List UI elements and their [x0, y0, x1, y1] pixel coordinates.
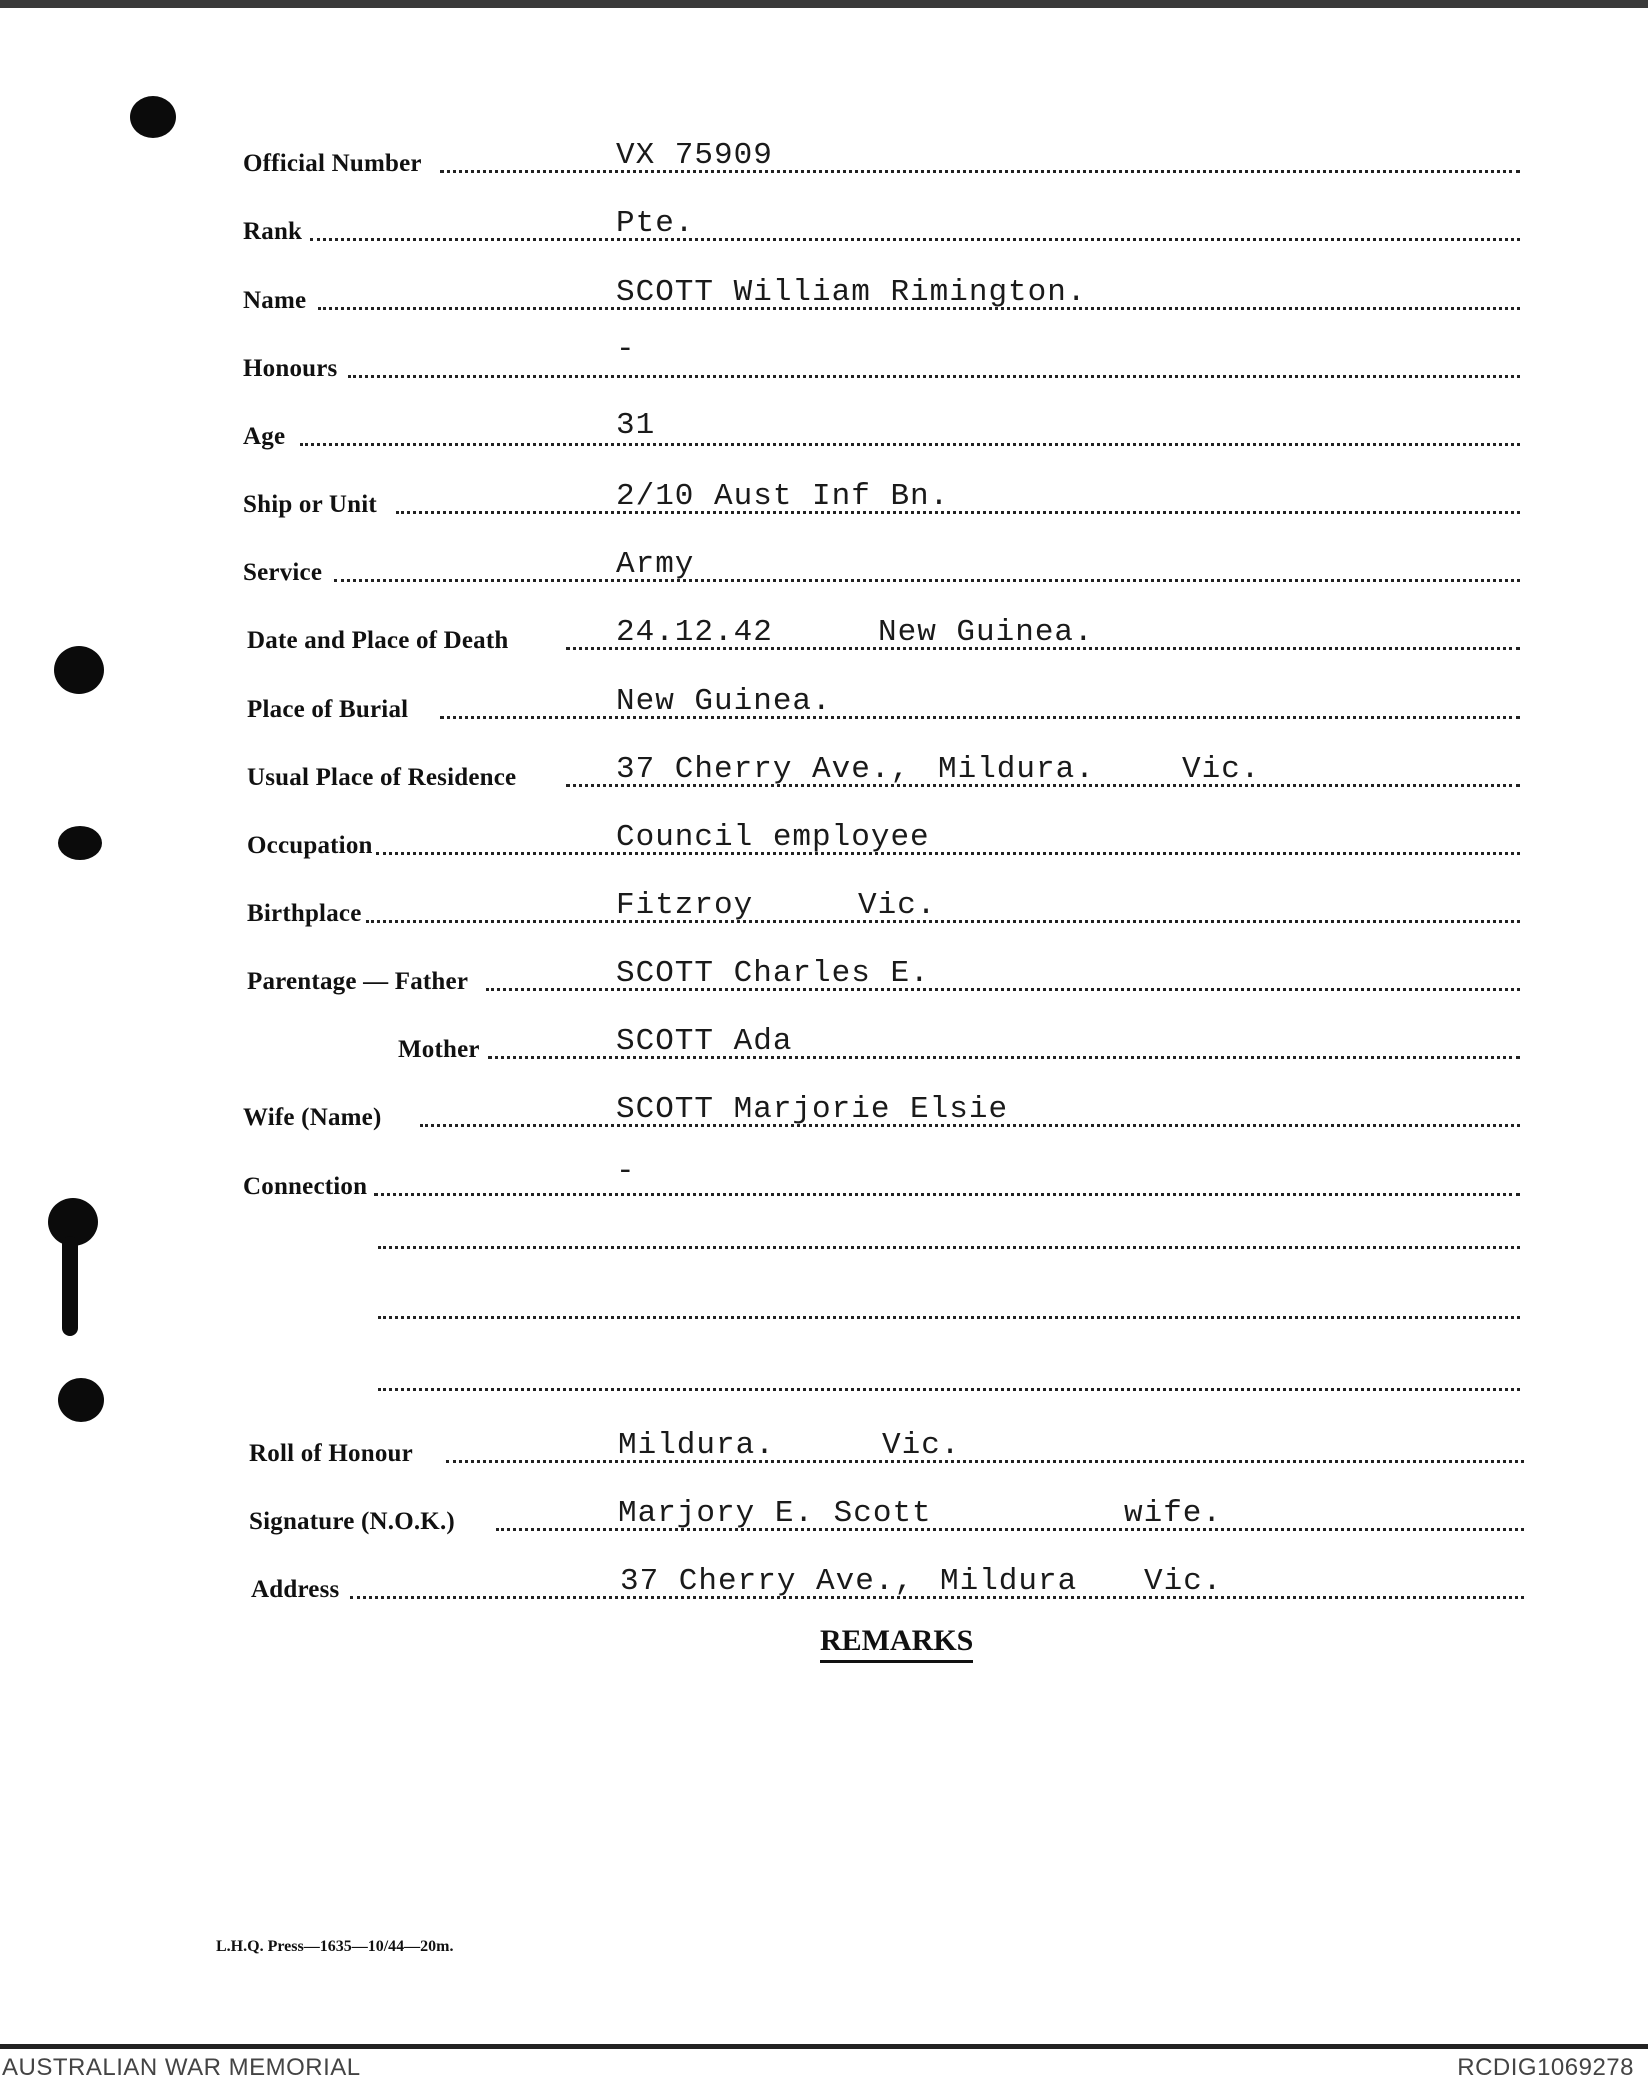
label: Honours [243, 355, 338, 382]
label: Birthplace [247, 900, 362, 927]
value: SCOTT Charles E. [616, 956, 930, 991]
value: SCOTT Ada [616, 1024, 793, 1059]
field-occupation [0, 822, 1648, 862]
field-date-place-of-death [0, 617, 1648, 657]
dotted-line [348, 375, 1520, 378]
dotted-line [376, 852, 1520, 855]
label: Roll of Honour [249, 1440, 413, 1467]
label: Ship or Unit [243, 491, 377, 518]
value: - [616, 1154, 636, 1189]
field-address [0, 1566, 1648, 1606]
field-birthplace [0, 890, 1648, 930]
value: SCOTT Marjorie Elsie [616, 1092, 1009, 1127]
value: SCOTT William Rimington. [616, 275, 1087, 310]
archive-credit: AUSTRALIAN WAR MEMORIAL [2, 2054, 361, 2081]
value-street: 37 Cherry Ave., [616, 752, 911, 787]
field-official-number [0, 140, 1648, 180]
value-town: Mildura. [938, 752, 1095, 787]
dotted-line [440, 716, 1520, 719]
archive-reference: RCDIG1069278 [1457, 2054, 1634, 2081]
label: Rank [243, 218, 303, 245]
label: Parentage — Father [247, 968, 469, 995]
field-age [0, 408, 1648, 453]
field-name [0, 277, 1648, 317]
field-wife-name [0, 1094, 1648, 1134]
label: Place of Burial [247, 696, 409, 723]
label: Signature (N.O.K.) [249, 1508, 455, 1535]
value: 2/10 Aust Inf Bn. [616, 479, 950, 514]
label: Name [243, 287, 307, 314]
value-name: Marjory E. Scott [618, 1496, 932, 1531]
field-roll-of-honour [0, 1430, 1648, 1470]
blank-dotted-line [378, 1246, 1520, 1249]
field-connection [0, 1154, 1648, 1203]
value: VX 75909 [616, 138, 773, 173]
value: 31 [616, 408, 656, 443]
field-honours [0, 332, 1648, 385]
label: Wife (Name) [243, 1104, 382, 1131]
field-place-of-burial [0, 686, 1648, 726]
label: Occupation [247, 832, 373, 859]
blank-dotted-line [378, 1316, 1520, 1319]
field-service [0, 549, 1648, 589]
field-parentage-mother [0, 1026, 1648, 1066]
field-parentage-father [0, 958, 1648, 998]
punch-hole [130, 96, 176, 138]
dotted-line [440, 170, 1520, 173]
value-relation: wife. [1124, 1496, 1223, 1531]
label: Service [243, 559, 323, 586]
value-date: 24.12.42 [616, 615, 773, 650]
field-usual-place-of-residence [0, 754, 1648, 794]
dotted-line [396, 511, 1520, 514]
value: Army [616, 547, 695, 582]
value: Council employee [616, 820, 930, 855]
dotted-line [374, 1193, 1520, 1196]
dotted-line [310, 238, 1520, 241]
value-state: Vic. [1182, 752, 1261, 787]
value-state: Vic. [1144, 1564, 1223, 1599]
field-signature-nok [0, 1498, 1648, 1538]
value: - [616, 332, 636, 367]
label: Official Number [243, 150, 422, 177]
scan-bottom-edge [0, 2044, 1648, 2049]
punch-hole [58, 1378, 104, 1422]
dotted-line [366, 920, 1520, 923]
label: Connection [243, 1173, 368, 1200]
remarks-heading: REMARKS [820, 1624, 973, 1663]
value-state: Vic. [858, 888, 937, 923]
label: Mother [398, 1036, 480, 1063]
field-ship-or-unit [0, 481, 1648, 521]
dotted-line [334, 579, 1520, 582]
value: Pte. [616, 206, 695, 241]
value-town: Mildura. [618, 1428, 775, 1463]
scan-top-edge [0, 0, 1648, 8]
value-town: Fitzroy [616, 888, 754, 923]
value-street: 37 Cherry Ave., [620, 1564, 915, 1599]
label: Usual Place of Residence [247, 764, 517, 791]
dotted-line [446, 1460, 1524, 1463]
dotted-line [300, 443, 1520, 446]
label: Age [243, 423, 286, 450]
value-state: Vic. [882, 1428, 961, 1463]
printer-imprint: L.H.Q. Press—1635—10/44—20m. [216, 1938, 454, 1955]
value: New Guinea. [616, 684, 832, 719]
blank-dotted-line [378, 1388, 1520, 1391]
field-rank [0, 208, 1648, 248]
label: Date and Place of Death [247, 627, 509, 654]
label: Address [251, 1576, 340, 1603]
punch-hole [62, 1236, 78, 1336]
value-place: New Guinea. [878, 615, 1094, 650]
value-town: Mildura [940, 1564, 1078, 1599]
dotted-line [350, 1596, 1524, 1599]
